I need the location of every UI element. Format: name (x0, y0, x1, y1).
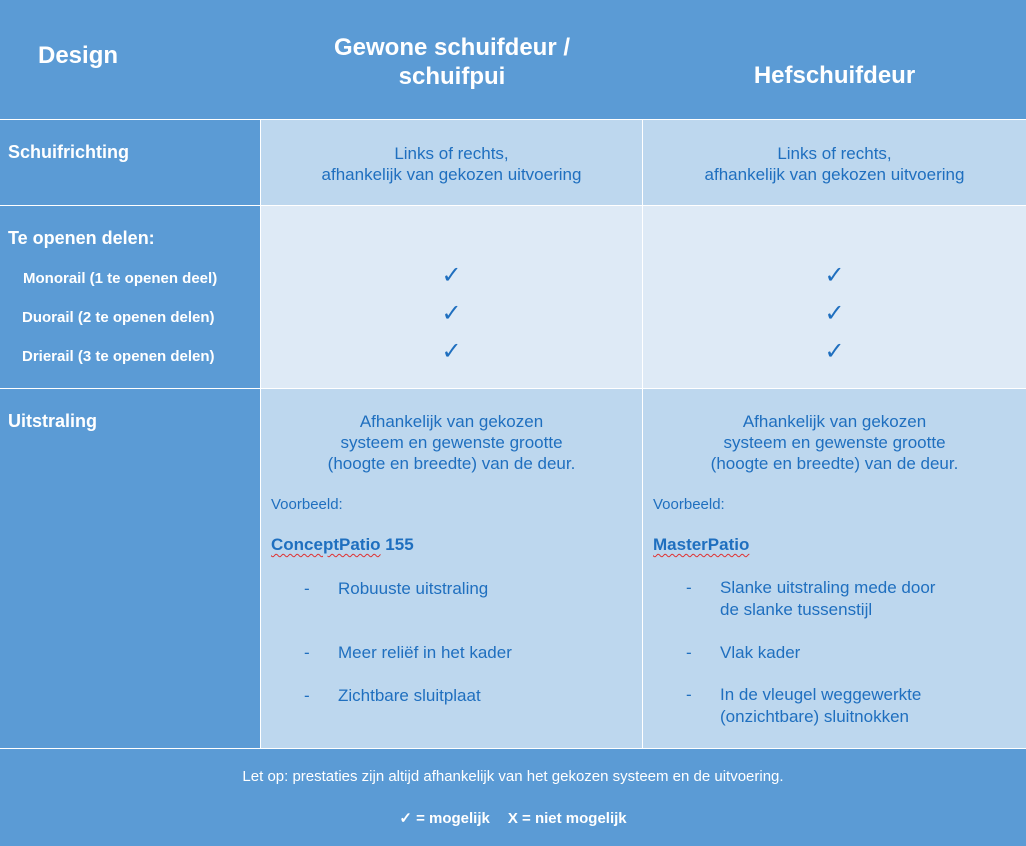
legend-not-possible: X = niet mogelijk (507, 810, 627, 827)
row-label-text: Te openen delen: (8, 228, 155, 248)
bullet-text: de slanke tussenstijl (720, 600, 873, 619)
cell-text-line: afhankelijk van gekozen uitvoering (704, 165, 965, 184)
check-icon: ✓ (441, 300, 462, 327)
bullet-dash: - (304, 643, 310, 662)
bullet-text: Vlak kader (720, 643, 801, 662)
cell-text-line: systeem en gewenste grootte (723, 433, 946, 452)
product-name-main: MasterPatio (653, 535, 750, 554)
footer-legend (0, 809, 1026, 827)
cell-text-line: Afhankelijk van gekozen (359, 412, 544, 431)
header-col1-line2: schuifpui (398, 63, 506, 90)
row-label-schuifrichting (0, 120, 260, 205)
header-design-label: Design (38, 42, 119, 69)
product-name (271, 535, 414, 555)
table-footer (0, 749, 1026, 846)
cell-text-line: Links of rechts, (394, 144, 509, 163)
cell-te-openen-col1 (261, 206, 642, 388)
bullet-dash: - (304, 579, 310, 598)
option-label-drierail: Drierail (3 te openen delen) (22, 348, 215, 365)
bullet-text: Robuuste uitstraling (338, 579, 489, 598)
cell-text-line: afhankelijk van gekozen uitvoering (321, 165, 582, 184)
option-label-monorail: Monorail (1 te openen deel) (23, 270, 218, 287)
voorbeeld-label: Voorbeeld: (653, 496, 725, 513)
check-icon: ✓ (441, 262, 462, 289)
cell-text-line: Afhankelijk van gekozen (742, 412, 927, 431)
check-icon: ✓ (824, 262, 845, 289)
cell-text-line: (hoogte en breedte) van de deur. (327, 454, 576, 473)
cell-te-openen-col2 (643, 206, 1026, 388)
cell-uitstraling-col1 (261, 389, 642, 748)
option-label-duorail: Duorail (2 te openen delen) (22, 309, 215, 326)
bullet-text: Slanke uitstraling mede door (720, 578, 936, 597)
check-icon: ✓ (824, 338, 845, 365)
bullet-text-block (720, 684, 1010, 728)
bullet-dash: - (686, 643, 692, 662)
bullet-dash: - (304, 686, 310, 705)
voorbeeld-label: Voorbeeld: (271, 496, 343, 513)
product-name-suffix: 155 (380, 535, 414, 554)
header-col-hefschuifdeur (643, 0, 1026, 119)
row-label-te-openen-delen (0, 206, 260, 388)
cell-schuifrichting-col1 (261, 120, 642, 205)
bullet-dash: - (686, 685, 692, 704)
product-name (653, 535, 749, 555)
cell-text-line: systeem en gewenste grootte (340, 433, 563, 452)
check-icon: ✓ (441, 338, 462, 365)
row-label-text: Schuifrichting (8, 142, 129, 162)
header-col1-line1: Gewone schuifdeur / (333, 34, 571, 61)
header-col-gewone-schuifdeur (261, 0, 643, 119)
bullet-text: Zichtbare sluitplaat (338, 686, 481, 705)
check-icon: ✓ (824, 300, 845, 327)
footer-note: Let op: prestaties zijn altijd afhankelijk van het gekozen systeem en de uitvoering. (242, 768, 784, 785)
row-label-uitstraling (0, 389, 260, 748)
cell-text-line: Links of rechts, (777, 144, 892, 163)
row-label-text: Uitstraling (8, 411, 98, 431)
bullet-text: Meer reliëf in het kader (338, 643, 512, 662)
bullet-text-block (720, 577, 1010, 621)
legend-possible: ✓ = mogelijk (399, 810, 490, 827)
bullet-dash: - (686, 578, 692, 597)
header-design (0, 0, 261, 119)
header-col2-label: Hefschuifdeur (753, 62, 916, 89)
product-name-main: ConceptPatio (271, 535, 381, 554)
bullet-text: In de vleugel weggewerkte (720, 685, 922, 704)
bullet-text: (onzichtbare) sluitnokken (720, 707, 909, 726)
cell-uitstraling-col2 (643, 389, 1026, 748)
cell-text-line: (hoogte en breedte) van de deur. (710, 454, 959, 473)
cell-schuifrichting-col2 (643, 120, 1026, 205)
